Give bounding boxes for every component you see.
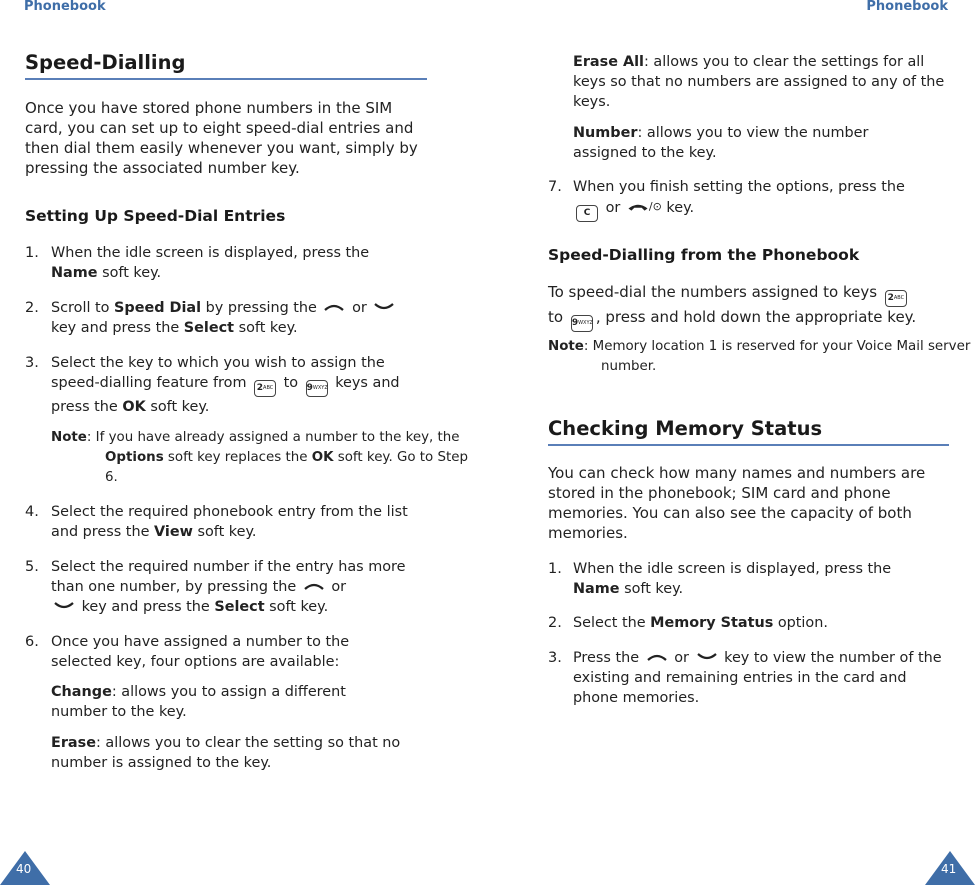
page-number-right: 41 — [941, 862, 957, 876]
step-text: soft key. — [264, 599, 329, 615]
step-text: key and press the — [51, 320, 184, 336]
option-number — [573, 123, 913, 163]
step-text: When the idle screen is displayed, press the — [51, 245, 370, 261]
nav-up-icon — [646, 651, 668, 663]
memory-step-3 — [573, 648, 951, 708]
softkey-select: Select — [214, 599, 265, 615]
option-name: Erase — [51, 735, 96, 751]
option-erase-all — [573, 52, 951, 112]
note-label: Note — [548, 339, 584, 354]
step-number: 4. — [25, 504, 39, 520]
step-number: 3. — [25, 355, 39, 371]
step-number: 3. — [548, 650, 562, 666]
step-number: 1. — [548, 561, 562, 577]
note-text: : If you have already assigned a number to the key, the — [86, 430, 460, 445]
softkey-ok: OK — [122, 399, 146, 415]
step-1 — [51, 243, 429, 283]
section-rule — [25, 78, 427, 80]
page-header-left: Phonebook — [24, 0, 106, 14]
subheading-from-phonebook: Speed-Dialling from the Phonebook — [548, 246, 860, 264]
softkey-view: View — [154, 524, 193, 540]
step-text: soft key. — [619, 581, 684, 597]
note-voice-mail — [548, 337, 975, 377]
step-4 — [51, 502, 421, 542]
memory-step-2 — [573, 613, 951, 633]
note-label: Note — [51, 430, 87, 445]
step-text: key and press the — [81, 599, 215, 615]
softkey-select: Select — [183, 320, 234, 336]
step-text: soft key. — [97, 265, 162, 281]
step-6: Once you have assigned a number to the selected key, four options are available: — [51, 634, 350, 670]
page-header-right: Phonebook — [866, 0, 948, 14]
nav-up-icon — [323, 301, 345, 313]
nav-up-icon — [303, 580, 325, 592]
intro-paragraph: Once you have stored phone numbers in the SIM card, you can set up to eight speed-dial entries and then dial them easily whenever you want, simply by pressing the associated number key. — [25, 99, 418, 177]
step-number: 2. — [25, 300, 39, 316]
step-number: 7. — [548, 179, 562, 195]
step-number: 6. — [25, 634, 39, 650]
nav-down-icon — [696, 651, 718, 663]
step-2 — [51, 298, 429, 338]
step-text: Select the — [573, 615, 651, 631]
step-text: or — [605, 200, 621, 216]
nav-down-icon — [53, 600, 75, 612]
key-2-icon: $2^{ABC}$ — [885, 290, 907, 307]
softkey-options: Options — [105, 450, 164, 465]
paragraph-text: To speed-dial the numbers assigned to keys — [548, 283, 878, 301]
softkey-name: Name — [573, 581, 620, 597]
option-erase — [51, 733, 429, 773]
step-number: 5. — [25, 559, 39, 575]
step-text: Press the — [573, 650, 640, 666]
subheading-setup: Setting Up Speed-Dial Entries — [25, 207, 286, 225]
step-text: option. — [773, 615, 828, 631]
step-text: or — [674, 650, 689, 666]
step-text: or — [331, 579, 347, 595]
step-5 — [51, 557, 429, 617]
step-3 — [51, 353, 429, 417]
end-power-key-icon: /⊙ — [625, 197, 662, 217]
option-change — [51, 682, 401, 722]
step-text: soft key. — [234, 320, 298, 336]
step-text: keys and press the — [51, 375, 400, 415]
step-7 — [573, 177, 951, 222]
step-text: soft key. — [145, 399, 210, 415]
paragraph-text: , press and hold down the appropriate key. — [595, 308, 917, 326]
step-text: Select the key to which you wish to assign the speed-dialling feature from — [51, 355, 385, 391]
option-name: Number — [573, 125, 638, 141]
step-text: Scroll to — [51, 300, 115, 316]
step-text: by pressing the — [201, 300, 317, 316]
step-text: When the idle screen is displayed, press the — [573, 561, 892, 577]
paragraph-text: to — [548, 308, 564, 326]
page-number-left: 40 — [16, 862, 32, 876]
step-text: or — [352, 300, 367, 316]
step-text: to — [283, 375, 299, 391]
option-text: : allows you to clear the setting so that no number is assigned to the key. — [51, 735, 401, 771]
key-2-icon: $2^{ABC}$ — [254, 380, 276, 397]
note-options — [51, 428, 481, 488]
key-9-icon: $9^{WXYZ}$ — [306, 380, 328, 397]
softkey-name: Name — [51, 265, 98, 281]
speed-dial-paragraph — [548, 282, 953, 332]
option-text: : allows you to assign a different number to the key. — [51, 684, 346, 720]
step-text: key to view the number of the existing and remaining entries in the card and phone memories. — [573, 650, 942, 706]
option-text: : allows you to clear the settings for all keys so that no numbers are assigned to any of the keys. — [573, 54, 945, 110]
section-title-speed-dialling: Speed-Dialling — [25, 51, 186, 74]
step-number: 2. — [548, 615, 562, 631]
step-text: Select the required phonebook entry from the list and press the — [51, 504, 408, 540]
softkey-ok: OK — [311, 450, 334, 465]
option-text: : allows you to view the number assigned to the key. — [573, 125, 869, 161]
step-number: 1. — [25, 245, 39, 261]
memory-intro-paragraph: You can check how many names and numbers are stored in the phonebook; SIM card and phone memories. You can also see the capacity of both memories. — [548, 464, 926, 542]
step-text: Select the required number if the entry has more than one number, by pressing the — [51, 559, 406, 595]
option-name: Erase All — [573, 54, 644, 70]
key-9-icon: $9^{WXYZ}$ — [571, 315, 593, 332]
nav-down-icon — [373, 301, 395, 313]
menu-memory-status: Memory Status — [650, 615, 774, 631]
section-rule — [548, 444, 949, 446]
memory-step-1 — [573, 559, 951, 599]
note-text: soft key replaces the — [163, 450, 312, 465]
menu-speed-dial: Speed Dial — [114, 300, 202, 316]
step-text: key. — [666, 200, 695, 216]
note-text: soft key. Go to Step 6. — [105, 450, 468, 485]
step-text: soft key. — [192, 524, 257, 540]
note-text: : Memory location 1 is reserved for your Voice Mail server number. — [583, 339, 971, 374]
option-name: Change — [51, 684, 112, 700]
section-title-memory-status: Checking Memory Status — [548, 417, 823, 440]
key-c-icon: C — [576, 205, 598, 222]
step-text: When you finish setting the options, press the — [573, 179, 905, 195]
